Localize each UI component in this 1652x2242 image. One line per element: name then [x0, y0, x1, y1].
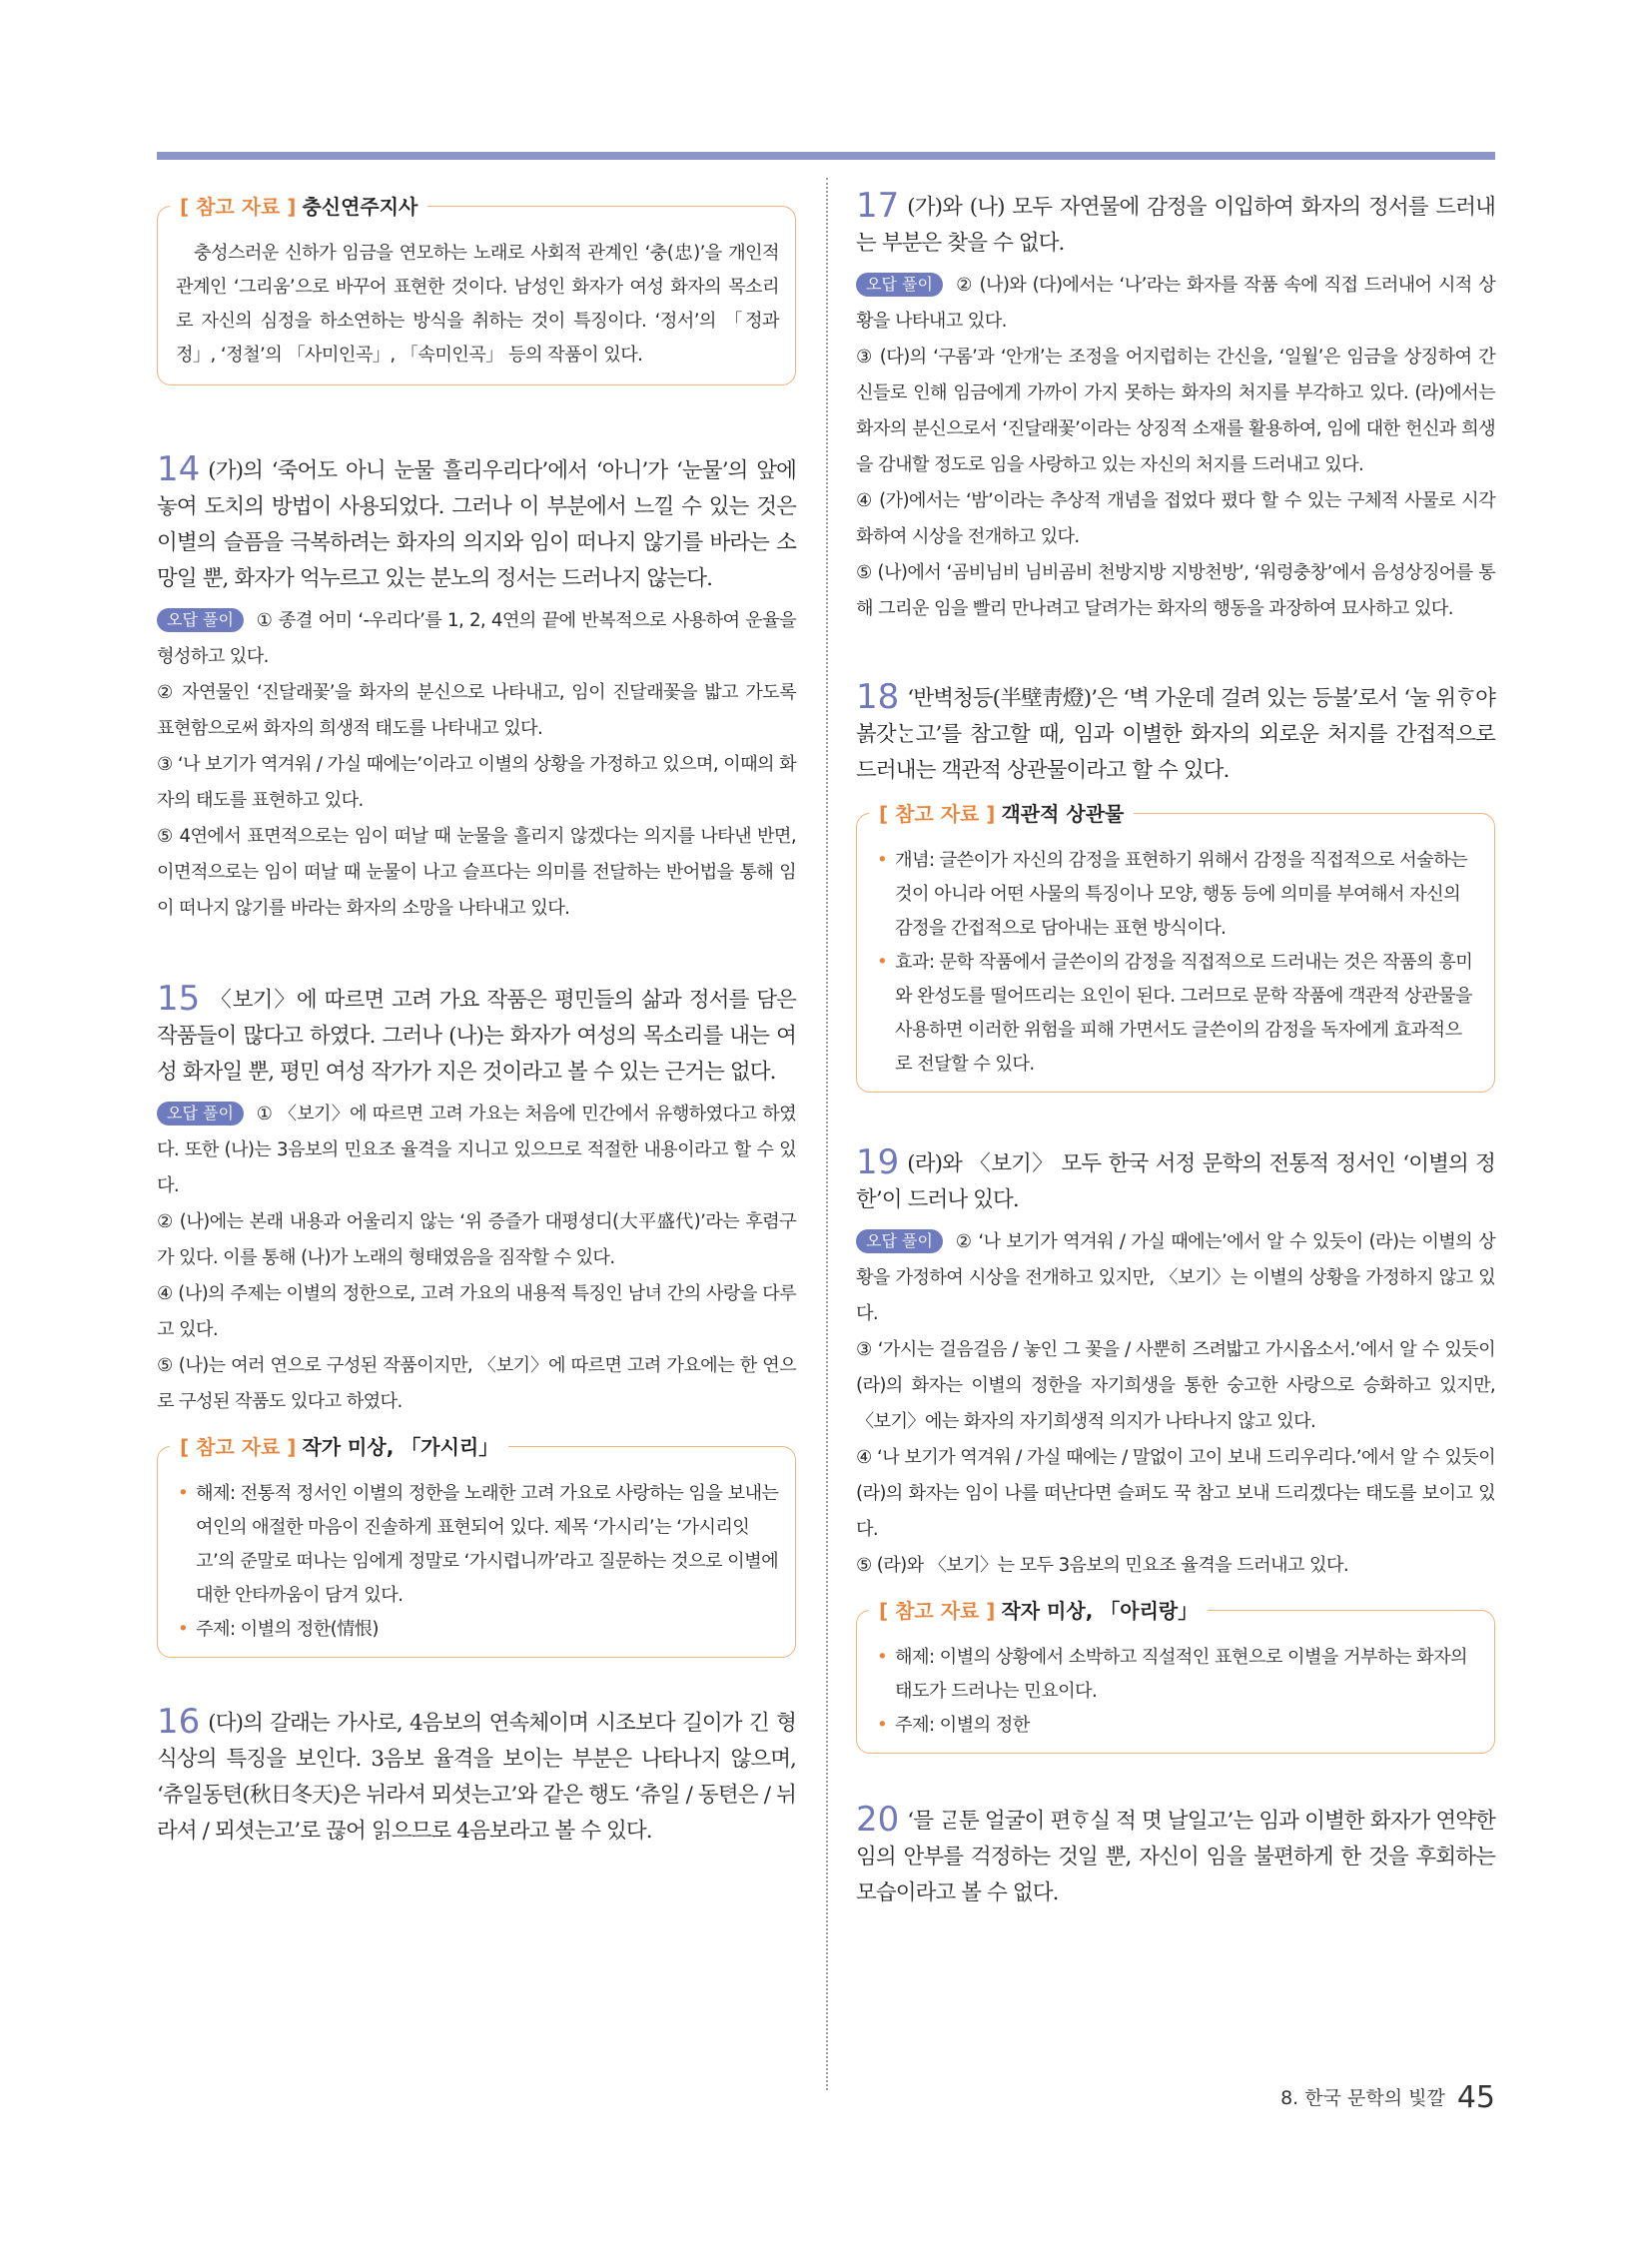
reference-label: [ 참고 자료 ]: [180, 1435, 297, 1459]
reference-bullet: • 해제: 이별의 상황에서 소박하고 직설적인 표현으로 이별을 거부하는 화자의 태도가 드러나는 민요이다.: [875, 1641, 1478, 1709]
explanation-item: 오답 풀이 ① 〈보기〉에 따르면 고려 가요는 처음에 민간에서 유행하였다고 하였다. 또한 (나)는 3음보의 민요조 율격을 지니고 있으므로 적절한 내용이라고 할 수 있다.: [157, 1104, 796, 1196]
question-number: 17: [856, 186, 900, 226]
left-column: [157, 188, 796, 1850]
question-19-statement: [856, 1144, 1495, 1218]
question-text: 〈보기〉에 따르면 고려 가요 작품은 평민들의 삶과 정서를 담은 작품들이 많다고 하였다. 그러나 (나)는 화자가 여성의 목소리를 내는 여성 화자일 뿐, 평민 여성 작가가 지은 것이라고 볼 수 있는 근거는 없다.: [157, 988, 796, 1085]
explanation-item: 오답 풀이 ① 종결 어미 ‘-우리다’를 1, 2, 4연의 끝에 반복적으로 사용하여 운율을 형성하고 있다.: [157, 610, 796, 667]
explanation-item: ⑤ 4연에서 표면적으로는 임이 떠날 때 눈물을 흘리지 않겠다는 의지를 나타낸 반면, 이면적으로는 임이 떠날 때 눈물이 나고 슬프다는 의미를 전달하는 반어법을 통해 임이 떠나지 않기를 바라는 화자의 소망을 나타내고 있다.: [157, 826, 796, 919]
reference-label: [ 참고 자료 ]: [879, 802, 996, 826]
explanation-item: ② 자연물인 ‘진달래꽃’을 화자의 분신으로 나타내고, 임이 진달래꽃을 밟고 가도록 표현함으로써 화자의 희생적 태도를 나타내고 있다.: [157, 682, 796, 739]
question-19: [856, 1144, 1495, 1754]
page-number: 45: [1456, 2080, 1495, 2115]
reference-box-loyalty: [157, 195, 796, 385]
explanation-item: 오답 풀이 ② ‘나 보기가 역겨워 / 가실 때에는’에서 알 수 있듯이 (라)는 이별의 상황을 가정하여 시상을 전개하고 있지만, 〈보기〉는 이별의 상황을 가정하지 않고 있다.: [856, 1231, 1495, 1324]
question-text: (가)와 (나) 모두 자연물에 감정을 이입하여 화자의 정서를 드러내는 부분은 찾을 수 없다.: [856, 195, 1495, 256]
question-20-statement: [856, 1802, 1495, 1911]
question-16-statement: [157, 1704, 796, 1850]
section-title: 8. 한국 문학의 빛깔: [1280, 2087, 1445, 2109]
explanation-item: ⑤ (라)와 〈보기〉는 모두 3음보의 민요조 율격을 드러내고 있다.: [856, 1555, 1348, 1576]
explanation-item: 오답 풀이 ② (나)와 (다)에서는 ‘나’라는 화자를 작품 속에 직접 드러내어 시적 상황을 나타내고 있다.: [856, 275, 1495, 332]
reference-title: 작자 미상, 「아리랑」: [1001, 1599, 1199, 1623]
wrong-answer-badge: 오답 풀이: [157, 608, 244, 632]
explanation-item: ④ ‘나 보기가 역겨워 / 가실 때에는 / 말없이 고이 보내 드리우리다.’에서 알 수 있듯이 (라)의 화자는 임이 나를 떠난다면 슬퍼도 꾹 참고 보내 드리겠다는 태도를 보이고 있다.: [856, 1447, 1495, 1540]
question-18-statement: [856, 679, 1495, 789]
question-number: 20: [856, 1800, 900, 1840]
top-accent-bar: [157, 152, 1495, 160]
wrong-answer-badge: 오답 풀이: [856, 1229, 943, 1253]
question-text: (가)의 ‘죽어도 아니 눈물 흘리우리다’에서 ‘아니’가 ‘눈물’의 앞에 놓여 도치의 방법이 사용되었다. 그러나 이 부분에서 느낄 수 있는 것은 이별의 슬픔을 극복하려는 화자의 의지와 임이 떠나지 않기를 바라는 소망일 뿐, 화자가 억누르고 있는 분노의 정서는 드러나지 않는다.: [157, 458, 796, 591]
question-number: 14: [157, 449, 201, 489]
wrong-answer-badge: 오답 풀이: [856, 273, 943, 297]
question-20: [856, 1802, 1495, 1911]
question-15: [157, 981, 796, 1658]
reference-label: [ 참고 자료 ]: [180, 195, 297, 219]
reference-text: 충성스러운 신하가 임금을 연모하는 노래로 사회적 관계인 ‘충(忠)’을 개인적 관계인 ‘그리움’으로 바꾸어 표현한 것이다. 남성인 화자가 여성 화자의 목소리로 자신의 심정을 하소연하는 방식을 취하는 것이 특징이다. ‘정서’의 「정과정」, ‘정철’의 「사미인곡」, 「속미인곡」 등의 작품이 있다.: [176, 243, 779, 366]
reference-title: 작가 미상, 「가시리」: [302, 1435, 499, 1459]
reference-box-header: [170, 191, 427, 220]
explanation-item: ③ ‘나 보기가 역겨워 / 가실 때에는’이라고 이별의 상황을 가정하고 있으며, 이때의 화자의 태도를 표현하고 있다.: [157, 754, 796, 811]
column-divider: [826, 178, 828, 2090]
question-18: [856, 679, 1495, 1093]
question-16: [157, 1704, 796, 1850]
question-text: (다)의 갈래는 가사로, 4음보의 연속체이며 시조보다 길이가 긴 형식상의 특징을 보인다. 3음보 율격을 보이는 부분은 나타나지 않으며, ‘츄일동텬(秋日冬天)은 뉘라셔 뫼셧는고’와 같은 행도 ‘츄일 / 동텬은 / 뉘라셔 / 뫼셧는고’로 끊어 읽으므로 4음보라고 볼 수 있다.: [157, 1711, 796, 1844]
reference-box-header: [869, 1595, 1208, 1624]
question-text: ‘믈 ᄀᆞᆮ툰 얼굴이 편ᄒᆞ실 적 몃 날일고’는 임과 이별한 화자가 연약한 임의 안부를 걱정하는 것일 뿐, 자신이 임을 불편하게 한 것을 후회하는 모습이라고 볼 수 없다.: [856, 1809, 1495, 1905]
question-number: 15: [157, 979, 201, 1019]
question-17: [856, 188, 1495, 627]
reference-box-objective-correlative: [856, 802, 1495, 1093]
explanation-item: ③ (다)의 ‘구롬’과 ‘안개’는 조정을 어지럽히는 간신을, ‘일월’은 임금을 상징하여 간신들로 인해 임금에게 가까이 가지 못하는 화자의 처지를 부각하고 있다. (라)에서는 화자의 분신으로서 ‘진달래꽃’이라는 상징적 소재를 활용하여, 임에 대한 헌신과 희생을 감내할 정도로 임을 사랑하고 있는 자신의 처지를 드러내고 있다.: [856, 347, 1495, 475]
question-15-statement: [157, 981, 796, 1091]
reference-title: 충신연주지사: [302, 195, 418, 219]
reference-bullet: • 주제: 이별의 정한(情恨): [176, 1613, 779, 1647]
explanation-item: ② (나)에는 본래 내용과 어울리지 않는 ‘위 증즐가 대평셩디(大平盛代)’라는 후렴구가 있다. 이를 통해 (나)가 노래의 형태였음을 짐작할 수 있다.: [157, 1211, 796, 1268]
explanation-item: ⑤ (나)는 여러 연으로 구성된 작품이지만, 〈보기〉에 따르면 고려 가요에는 한 연으로 구성된 작품도 있다고 하였다.: [157, 1355, 796, 1412]
reference-bullet: • 주제: 이별의 정한: [875, 1709, 1478, 1743]
reference-box-header: [170, 1431, 508, 1460]
explanation-item: ⑤ (나)에서 ‘곰비님비 님비곰비 천방지방 지방천방’, ‘워렁충창’에서 음성상징어를 통해 그리운 임을 빨리 만나려고 달려가는 화자의 행동을 과장하여 묘사하고 있다.: [856, 562, 1495, 619]
question-number: 18: [856, 677, 900, 717]
question-14-statement: [157, 451, 796, 597]
reference-box-header: [869, 798, 1134, 827]
question-17-statement: [856, 188, 1495, 262]
question-number: 19: [856, 1142, 900, 1182]
reference-title: 객관적 상관물: [1001, 802, 1125, 826]
reference-label: [ 참고 자료 ]: [879, 1599, 996, 1623]
question-text: ‘반벽청등(半壁靑燈)’은 ‘벽 가운데 걸려 있는 등불’로서 ‘눌 위ᄒᆞ야 볽갓ᄂᆞᆫ고’를 참고할 때, 임과 이별한 화자의 외로운 처지를 간접적으로 드러내는 객관적 상관물이라고 할 수 있다.: [856, 686, 1495, 783]
question-text: (라)와 〈보기〉 모두 한국 서정 문학의 전통적 정서인 ‘이별의 정한’이 드러나 있다.: [856, 1151, 1495, 1212]
explanation-item: ④ (가)에서는 ‘밤’이라는 추상적 개념을 접었다 폈다 할 수 있는 구체적 사물로 시각화하여 시상을 전개하고 있다.: [856, 490, 1495, 547]
explanation-item: ④ (나)의 주제는 이별의 정한으로, 고려 가요의 내용적 특징인 남녀 간의 사랑을 다루고 있다.: [157, 1283, 796, 1340]
page-footer: [1280, 2080, 1495, 2115]
question-number: 16: [157, 1702, 201, 1742]
wrong-answer-badge: 오답 풀이: [157, 1102, 244, 1125]
right-column: [856, 188, 1495, 1911]
reference-box-gasiri: [157, 1435, 796, 1658]
reference-bullet: • 효과: 문학 작품에서 글쓴이의 감정을 직접적으로 드러내는 것은 작품의 흥미와 완성도를 떨어뜨리는 요인이 된다. 그러므로 문학 작품에 객관적 상관물을 사용하면 이러한 위험을 피해 가면서도 글쓴이의 감정을 독자에게 효과적으로 전달할 수 있다.: [875, 946, 1478, 1082]
reference-bullet: • 해제: 전통적 정서인 이별의 정한을 노래한 고려 가요로 사랑하는 임을 보내는 여인의 애절한 마음이 진솔하게 표현되어 있다. 제목 ‘가시리’는 ‘가시리잇고’의 준말로 떠나는 임에게 정말로 ‘가시렵니까’라고 질문하는 것으로 이별에 대한 안타까움이 담겨 있다.: [176, 1477, 779, 1613]
reference-bullet: • 개념: 글쓴이가 자신의 감정을 표현하기 위해서 감정을 직접적으로 서술하는 것이 아니라 어떤 사물의 특징이나 모양, 행동 등에 의미를 부여해서 자신의 감정을 간접적으로 담아내는 표현 방식이다.: [875, 844, 1478, 946]
reference-box-arirang: [856, 1599, 1495, 1754]
explanation-item: ③ ‘가시는 걸음걸음 / 놓인 그 꽃을 / 사뿐히 즈려밟고 가시옵소서.’에서 알 수 있듯이 (라)의 화자는 이별의 정한을 자기희생을 통한 숭고한 사랑으로 승화하고 있지만, 〈보기〉에는 화자의 자기희생적 의지가 나타나지 않고 있다.: [856, 1339, 1495, 1432]
question-14: [157, 451, 796, 927]
